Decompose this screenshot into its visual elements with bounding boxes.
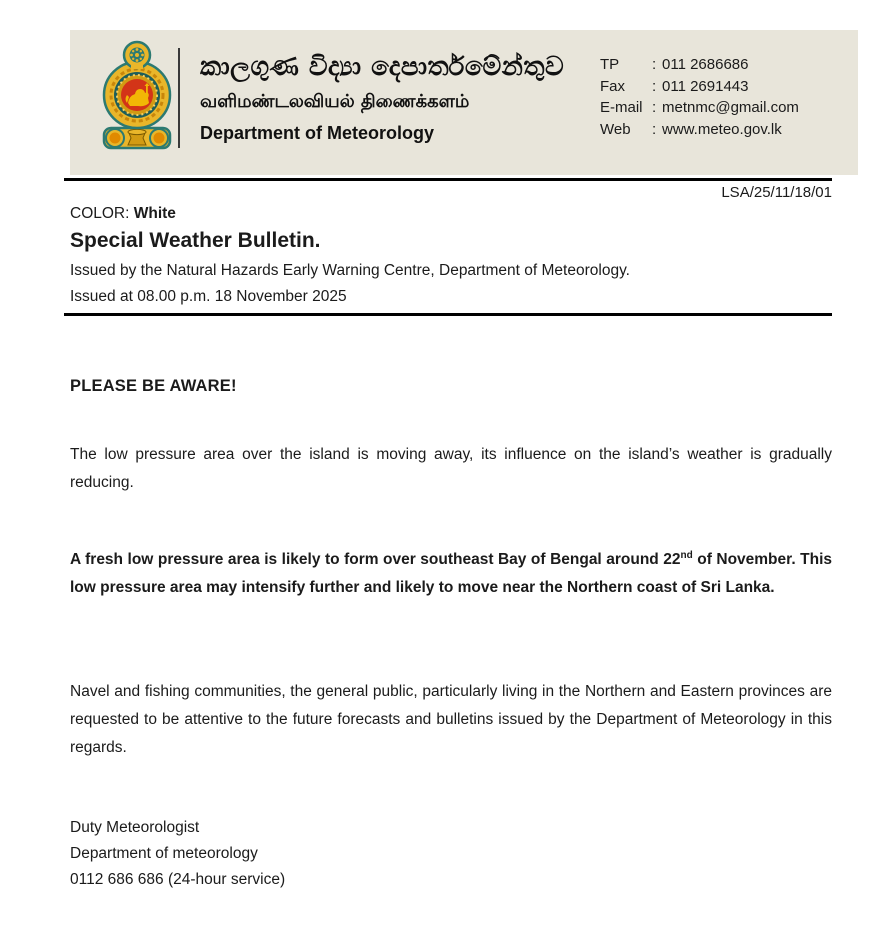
alert-heading: PLEASE BE AWARE!	[70, 377, 237, 395]
fax-value: 011 2691443	[662, 77, 749, 95]
phone-value: 011 2686686	[662, 56, 749, 73]
color-label: COLOR:	[70, 205, 134, 222]
email-value: metnmc@gmail.com	[662, 99, 799, 116]
department-titles	[200, 50, 590, 144]
phone-label: TP	[600, 56, 620, 73]
signature-role: Duty Meteorologist	[70, 819, 200, 836]
fax-label: Fax	[600, 77, 626, 95]
contact-block	[600, 54, 850, 140]
letterhead-divider	[178, 48, 180, 148]
colon-separator: :	[652, 120, 657, 138]
colon-separator: :	[652, 99, 657, 116]
forecast-text-after-ordinal: of November. This low pressure area may intensify further and likely to move near the Northern coast of Sri Lanka.	[70, 551, 832, 596]
signature-block	[70, 815, 285, 893]
letterhead	[70, 30, 858, 175]
issued-by-line: Issued by the Natural Hazards Early Warning Centre, Department of Meteorology.	[70, 262, 630, 279]
department-name-sinhala: කාලගුණ විද්‍යා දෙපාර්තමේන්තුව	[200, 52, 565, 82]
paragraph-advice-to-communities: Navel and fishing communities, the general public, particularly living in the Northern and Eastern provinces are requested to be attentive to the future forecasts and bulletins issued by the Department of Meteorology in this regards.	[70, 683, 832, 756]
colon-separator: :	[652, 56, 657, 73]
contact-row-phone	[600, 54, 850, 76]
bulletin-title: Special Weather Bulletin.	[70, 229, 321, 252]
signature-department: Department of meteorology	[70, 845, 258, 862]
horizontal-rule-bottom	[64, 313, 832, 316]
reference-number: LSA/25/11/18/01	[721, 184, 832, 201]
issued-at-line: Issued at 08.00 p.m. 18 November 2025	[70, 288, 347, 305]
department-name-english: Department of Meteorology	[200, 123, 435, 143]
color-value: White	[133, 205, 176, 222]
colon-separator: :	[652, 77, 657, 95]
web-label: Web	[600, 120, 631, 138]
paragraph-low-pressure-moving-away: The low pressure area over the island is moving away, its influence on the island’s weather is gradually reducing.	[70, 446, 832, 491]
contact-row-email	[600, 97, 850, 119]
web-value: www.meteo.gov.lk	[662, 120, 782, 138]
horizontal-rule-top	[64, 178, 832, 181]
forecast-text-before-ordinal: A fresh low pressure area is likely to form over southeast Bay of Bengal around 22	[70, 551, 681, 568]
color-code-line	[70, 205, 176, 223]
contact-row-fax	[600, 76, 850, 98]
signature-phone: 0112 686 686 (24-hour service)	[70, 871, 286, 888]
contact-row-web	[600, 119, 850, 141]
sri-lanka-national-emblem-icon	[97, 40, 177, 154]
paragraph-fresh-low-pressure-forecast	[70, 546, 832, 602]
department-name-tamil: வளிமண்டலவியல் திணைக்களம்	[200, 91, 470, 112]
email-label: E-mail	[600, 99, 643, 116]
ordinal-suffix: nd	[680, 549, 693, 561]
